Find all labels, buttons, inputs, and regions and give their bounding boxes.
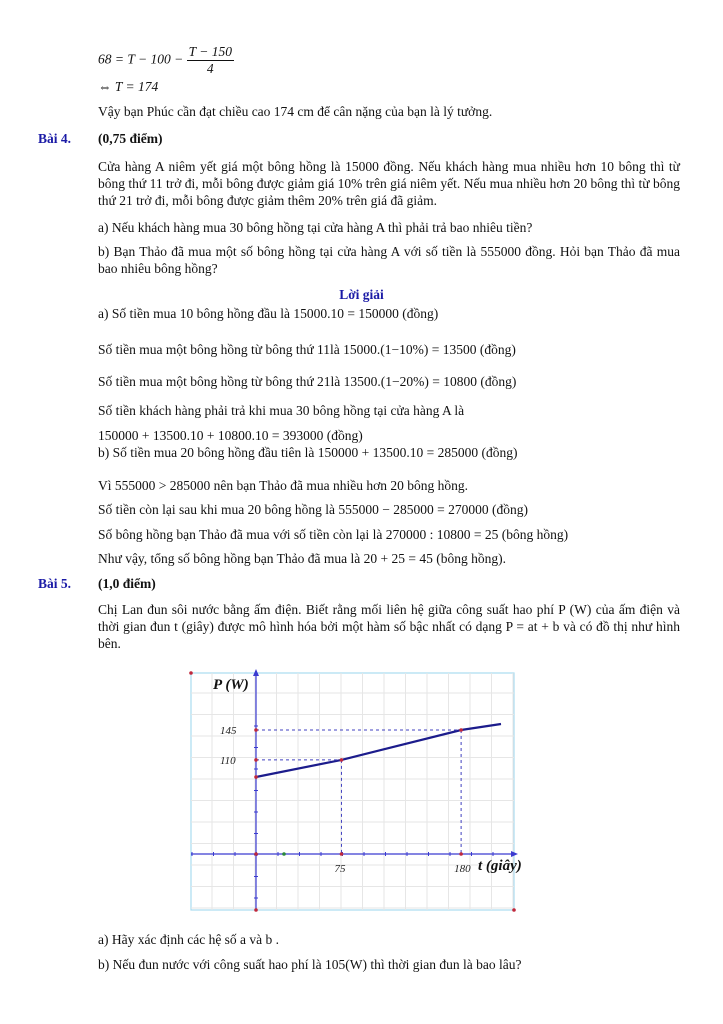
equation-2: ⇔ T = 174 — [98, 79, 159, 94]
power-time-chart — [150, 655, 550, 920]
corner-point — [189, 671, 193, 675]
bai4-solution-7: Vì 555000 > 285000 nên bạn Thảo đã mua nhiều hơn 20 bông hồng. — [98, 478, 468, 493]
bai4-solution-10: Như vậy, tổng số bông hồng bạn Thảo đã mua là 20 + 25 = 45 (bông hồng). — [98, 551, 506, 566]
bai5-question-a: a) Hãy xác định các hệ số a và b . — [98, 932, 280, 947]
chart-marks — [189, 671, 516, 912]
y-axis-end-point — [254, 908, 258, 912]
bai4-solution-8: Số tiền còn lại sau khi mua 20 bông hồng là 555000 − 285000 = 270000 (đồng) — [98, 502, 528, 517]
bai4-question-a: a) Nếu khách hàng mua 30 bông hồng tại cửa hàng A thì phải trả bao nhiêu tiền? — [98, 220, 533, 235]
data-line — [256, 724, 501, 777]
bai4-solution-9: Số bông hồng bạn Thảo đã mua với số tiền còn lại là 270000 : 10800 = 25 (bông hồng) — [98, 527, 569, 542]
bai4-solution-title: Lời giải — [339, 287, 384, 302]
y-axis-point — [254, 758, 258, 762]
intercept-point — [254, 775, 258, 779]
bai4-solution-1: a) Số tiền mua 10 bông hồng đầu là 15000.10 = 150000 (đồng) — [98, 306, 439, 321]
fraction-denominator: 4 — [206, 61, 214, 76]
green-point — [282, 852, 286, 856]
bai5-points: (1,0 điểm) — [98, 576, 156, 591]
bai4-solution-5: 150000 + 13500.10 + 10800.10 = 393000 (đồng) — [98, 428, 363, 443]
fraction-numerator: T − 150 — [188, 44, 232, 59]
conclusion-text: Vậy bạn Phúc cần đạt chiều cao 174 cm để cân nặng của bạn là lý tưởng. — [98, 104, 493, 119]
corner-point — [512, 908, 516, 912]
x-tick-label: 75 — [334, 863, 346, 875]
y-tick-label: 145 — [220, 725, 237, 737]
bai5-label: Bài 5. — [38, 576, 72, 591]
bai4-solution-4: Số tiền khách hàng phải trả khi mua 30 bông hồng tại cửa hàng A là — [98, 403, 465, 418]
x-axis-point — [340, 852, 344, 856]
bai4-points: (0,75 điểm) — [98, 131, 163, 146]
x-axis-point — [459, 852, 463, 856]
y-axis-label: P (W) — [213, 677, 249, 693]
x-axis-label: t (giây) — [478, 858, 522, 874]
bai5-problem: Chị Lan đun sôi nước bằng ấm điện. Biết rằng mối liên hệ giữa công suất hao phí P (W) của ấm điện và thời gian đun t (giây) được mô hình hóa bởi một hàm số bậc nhất có dạng P = at + b và có đồ thị như hình bên. — [98, 602, 680, 651]
bai4-solution-3: Số tiền mua một bông hồng từ bông thứ 21là 13500.(1−20%) = 10800 (đồng) — [98, 374, 517, 389]
x-tick-label: 180 — [454, 863, 471, 875]
chart-axes — [191, 669, 522, 910]
data-point — [340, 758, 344, 762]
bai4-problem: Cửa hàng A niêm yết giá một bông hồng là 15000 đồng. Nếu khách hàng mua nhiều hơn 10 bông thì từ bông thứ 11 trở đi, mỗi bông được giảm giá 10% trên giá niêm yết. Nếu mua nhiều hơn 20 bông thì từ bông thứ 21 trở đi, mỗi bông được giảm thêm 20% trên giá đã giảm. — [98, 159, 680, 208]
data-point — [459, 728, 463, 732]
bai5-question-b: b) Nếu đun nước với công suất hao phí là 105(W) thì thời gian đun là bao lâu? — [98, 957, 522, 972]
bai4-label: Bài 4. — [38, 131, 72, 146]
bai4-solution-2: Số tiền mua một bông hồng từ bông thứ 11là 15000.(1−10%) = 13500 (đồng) — [98, 342, 516, 357]
origin-point — [254, 852, 258, 856]
y-tick-label: 110 — [220, 754, 236, 767]
bai4-solution-6: b) Số tiền mua 20 bông hồng đầu tiên là 150000 + 13500.10 = 285000 (đồng) — [98, 445, 518, 460]
y-axis-point — [254, 728, 258, 732]
bai4-question-b: b) Bạn Thảo đã mua một số bông hồng tại cửa hàng A với số tiền là 555000 đồng. Hỏi bạn Thảo đã mua bao nhiêu bông hồng? — [98, 244, 680, 276]
equation-1-left: 68 = T − 100 − — [98, 51, 184, 67]
equation-1 — [98, 44, 234, 77]
equation-1-fraction — [187, 44, 234, 77]
